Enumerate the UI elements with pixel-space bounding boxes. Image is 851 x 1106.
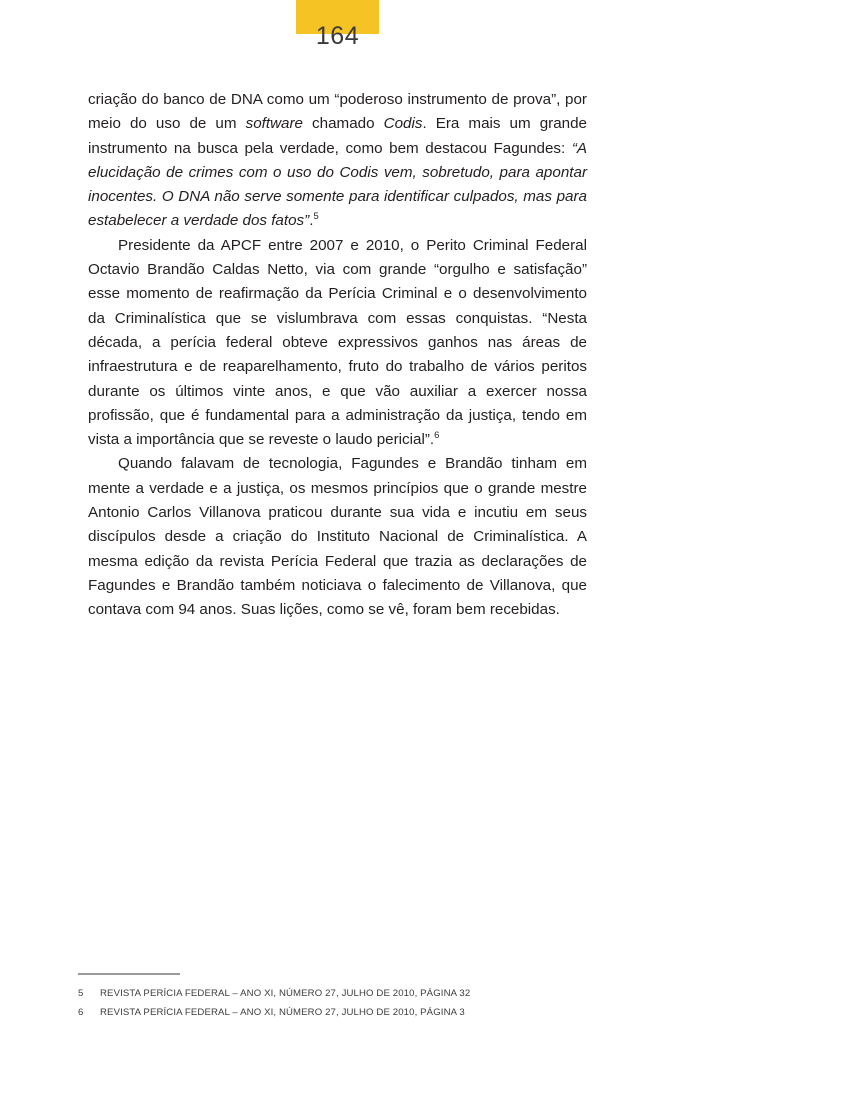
footnote-reference-6: 6: [434, 429, 440, 441]
footnote-text: REVISTA PERÍCIA FEDERAL – ANO XI, NÚMERO 27, JULHO DE 2010, PÁGINA 3: [100, 1007, 465, 1018]
paragraph-1-run-7: .: [309, 212, 314, 230]
footnote-text: REVISTA PERÍCIA FEDERAL – ANO XI, NÚMERO 27, JULHO DE 2010, PÁGINA 32: [100, 988, 471, 999]
footnote-list: [78, 984, 598, 1022]
footnote-reference-5: 5: [313, 210, 319, 222]
paragraph-1-run-4: Codis: [383, 115, 423, 133]
paragraph-1-run-5: . Era mais um grande instrumento na busca pela verdade, como bem destacou Fagundes:: [88, 115, 588, 157]
footnote-number: 5: [78, 988, 84, 999]
paragraph-3: [88, 452, 587, 622]
paragraph-1-run-1: criação do banco de DNA como um “poderoso instrumento de prova”, por meio do uso de um: [88, 91, 587, 133]
paragraph-1-run-3: chamado: [303, 115, 384, 133]
page-number: 164: [315, 22, 360, 50]
paragraph-1-run-2: software: [245, 115, 303, 133]
paragraph-2-run-1: Presidente da APCF entre 2007 e 2010, o Perito Criminal Federal Octavio Brandão Caldas Netto, via com grande “orgulho e satisfação” esse momento de reafirmação da Perícia Criminal e o desenvolvimento da Criminalística que se vislumbrava com essas conquistas. “Nesta década, a perícia federal obteve expressivos ganhos nas áreas de infraestrutura e de reaparelhamento, fruto do trabalho de vários peritos durante os últimos vinte anos, e que vão auxiliar a exercer nossa profissão, que é fundamental para a administração da justiça, tendo em vista a importância que se reveste o laudo pericial”.: [88, 236, 587, 449]
footnote-number: 6: [78, 1007, 84, 1018]
footnote-item: [78, 984, 598, 1003]
body-text-column: [88, 88, 587, 623]
footnote-item: [78, 1003, 598, 1022]
paragraph-1: [88, 88, 587, 234]
paragraph-3-run-1: Quando falavam de tecnologia, Fagundes e Brandão tinham em mente a verdade e a justiça, os mesmos princípios que o grande mestre Antonio Carlos Villanova praticou durante sua vida e incutiu em seus discípulos desde a criação do Instituto Nacional de Criminalística. A mesma edição da revista Perícia Federal que trazia as declarações de Fagundes e Brandão também noticiava o falecimento de Villanova, que contava com 94 anos. Suas lições, como se vê, foram bem recebidas.: [88, 455, 587, 619]
paragraph-1-quote: “A elucidação de crimes com o uso do Codis vem, sobretudo, para apontar inocentes. O DNA não serve somente para identificar culpados, mas para estabelecer a verdade dos fatos”: [88, 139, 587, 230]
footnote-separator: [78, 973, 180, 975]
paragraph-2: [88, 234, 587, 453]
